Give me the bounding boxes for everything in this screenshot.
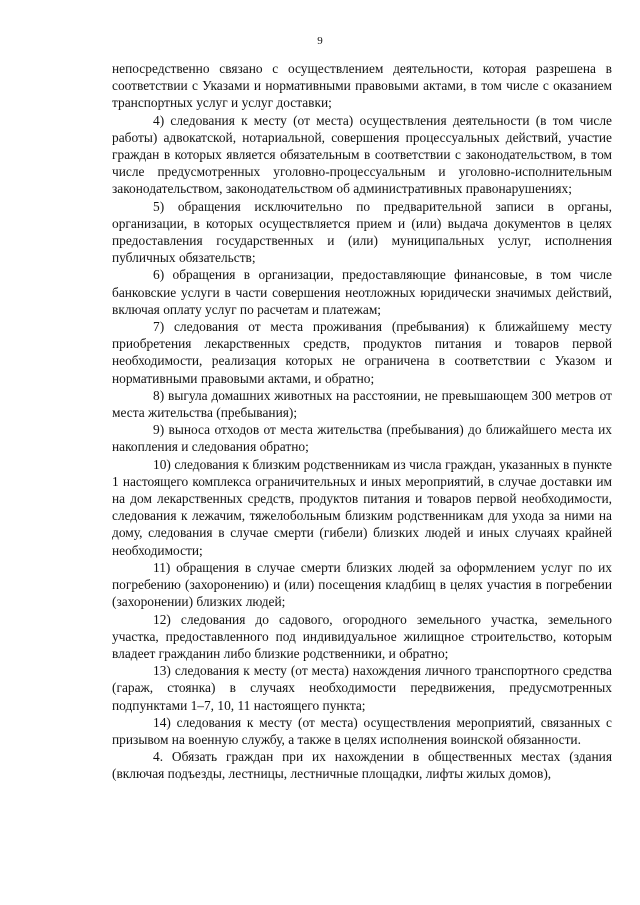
paragraph-item-5: 5) обращения исключительно по предварительной записи в органы, организации, в которых осуществляется прием и (или) выдача документов в целях предоставления государственных и (или) муниципальных услуг, исполнения публичных обязательств; (112, 198, 612, 266)
document-body (112, 60, 612, 783)
paragraph-item-9: 9) выноса отходов от места жительства (пребывания) до ближайшего места их накопления и следования обратно; (112, 422, 612, 455)
paragraph-section-4: 4. Обязать граждан при их нахождении в общественных местах (здания (включая подъезды, лестницы, лестничные площадки, лифты жилых домов), (112, 749, 612, 782)
paragraph-item-11: 11) обращения в случае смерти близких людей за оформлением услуг по их погребению (захоронению) и (или) посещения кладбищ в целях участия в погребении (захоронении) близких людей; (112, 559, 612, 610)
paragraph-item-13: 13) следования к месту (от места) нахождения личного транспортного средства (гараж, стоянка) в случаях необходимости передвижения, предусмотренных подпунктами 1–7, 10, 11 настоящего пункта; (112, 663, 612, 713)
paragraph-item-14: 14) следования к месту (от места) осуществления мероприятий, связанных с призывом на военную службу, а также в целях исполнения воинской обязанности. (112, 714, 612, 747)
paragraph-continuation: непосредственно связано с осуществлением деятельности, которая разрешена в соответствии с Указами и нормативными правовыми актами, в том числе с оказанием транспортных услуг и услуг доставки; (112, 61, 612, 111)
paragraph-item-12: 12) следования до садового, огородного земельного участка, земельного участка, предоставленного под индивидуальное жилищное строительство, которым владеет гражданин либо близкие родственники, и обратно; (112, 611, 612, 661)
page-number: 9 (317, 35, 323, 47)
paragraph-item-4: 4) следования к месту (от места) осуществления деятельности (в том числе работы) адвокатской, нотариальной, совершения процессуальных действий, участие граждан в которых является обязательным в соответствии с законодательством, в том числе предусмотренных уголовно-процессуальным и уголовно-исполнительным законодательством, законодательством об административных правонарушениях; (112, 112, 612, 197)
paragraph-item-7: 7) следования от места проживания (пребывания) к ближайшему месту приобретения лекарственных средств, продуктов питания и товаров первой необходимости, реализация которых не ограничена в соответствии с Указом и нормативными правовыми актами, и обратно; (112, 319, 612, 386)
paragraph-item-10: 10) следования к близким родственникам из числа граждан, указанных в пункте 1 настоящего комплекса ограничительных и иных мероприятий, в случае доставки им на дом лекарственных средств, продуктов питания и товаров первой необходимости, следования к лежачим, тяжелобольным близким родственникам для ухода за ними на дому, следования в случае смерти (гибели) близких людей и иных случаях крайней необходимости; (112, 456, 612, 558)
paragraph-item-6: 6) обращения в организации, предоставляющие финансовые, в том числе банковские услуги в части совершения неотложных юридически значимых действий, включая оплату услуг по расчетам и платежам; (112, 267, 612, 317)
paragraph-item-8: 8) выгула домашних животных на расстоянии, не превышающем 300 метров от места жительства (пребывания); (112, 387, 612, 421)
